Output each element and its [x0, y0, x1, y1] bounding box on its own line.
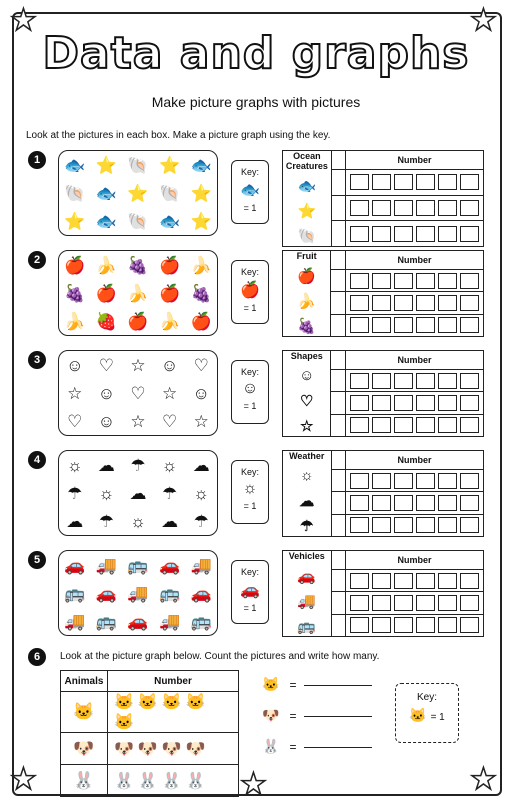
picture-item: ☼ — [193, 483, 209, 503]
picture-item: 🍎 — [64, 255, 86, 275]
count-box[interactable] — [372, 495, 391, 511]
count-box[interactable] — [438, 395, 457, 411]
picture-item: 🚗 — [64, 555, 86, 575]
picture-graph-table — [282, 250, 484, 337]
dog-pictures: 🐶🐶🐶🐶 — [108, 733, 239, 765]
animals-header: Animals — [61, 671, 108, 692]
heart-icon: ♡ — [300, 393, 314, 410]
picture-item: 🐚 — [159, 183, 181, 203]
picture-item: 🐟 — [95, 183, 117, 203]
number-header: Number — [346, 551, 484, 570]
star-icon: ☆ — [300, 418, 314, 435]
count-box[interactable] — [350, 517, 369, 533]
picture-item: 🍇 — [190, 283, 212, 303]
category-header: Vehicles 🚗 🚚 🚌 — [283, 551, 332, 637]
count-box[interactable] — [394, 273, 413, 289]
category-header: Fruit 🍎 🍌 🍇 — [283, 251, 331, 337]
picture-item: ☁ — [161, 511, 179, 531]
count-box[interactable] — [394, 617, 413, 633]
star-icon: ★ — [470, 4, 497, 37]
picture-item: 🐟 — [190, 155, 212, 175]
count-box[interactable] — [416, 417, 435, 433]
picture-item: ☺ — [160, 355, 179, 375]
picture-item: ⭐ — [95, 155, 117, 175]
picture-item: 🍌 — [159, 311, 181, 331]
key-value: = 1 — [243, 501, 257, 511]
count-box[interactable] — [438, 200, 457, 216]
question-number: 2 — [28, 251, 46, 269]
key-box — [395, 683, 459, 743]
count-box[interactable] — [438, 417, 457, 433]
car-icon: 🚗 — [240, 582, 260, 599]
star-icon: ⭐ — [297, 203, 317, 220]
count-box[interactable] — [350, 174, 369, 190]
count-box[interactable] — [394, 295, 413, 311]
count-box[interactable] — [394, 595, 413, 611]
apple-icon: 🍎 — [297, 268, 316, 285]
count-box[interactable] — [350, 373, 369, 389]
picture-item: 🐟 — [159, 211, 181, 231]
picture-item: 🚚 — [159, 611, 181, 631]
count-box[interactable] — [416, 595, 435, 611]
picture-item: ⭐ — [64, 211, 86, 231]
rabbit-pictures: 🐰🐰🐰🐰 — [108, 765, 239, 797]
picture-item: 🚌 — [64, 583, 86, 603]
picture-item: ☁ — [192, 455, 210, 475]
bus-icon: 🚌 — [297, 618, 317, 635]
count-box[interactable] — [372, 573, 391, 589]
count-box[interactable] — [416, 373, 435, 389]
count-box[interactable] — [372, 317, 391, 333]
answer-row — [346, 614, 484, 636]
count-box[interactable] — [416, 273, 435, 289]
picture-item: 🚗 — [190, 583, 212, 603]
picture-item: 🍎 — [127, 311, 149, 331]
count-box[interactable] — [372, 174, 391, 190]
picture-item: ☺ — [66, 355, 84, 375]
picture-item: ☼ — [161, 455, 178, 475]
answer-row — [346, 314, 484, 336]
picture-item: ⭐ — [159, 155, 181, 175]
star-icon: ★ — [10, 763, 37, 796]
picture-item: ☆ — [130, 411, 146, 431]
equals-sign: = — [289, 678, 297, 692]
count-box[interactable] — [460, 417, 479, 433]
picture-item: 🚌 — [127, 555, 149, 575]
dog-answer — [262, 707, 372, 724]
apple-icon: 🍎 — [240, 282, 260, 299]
picture-graph-table — [282, 150, 484, 247]
count-box[interactable] — [416, 200, 435, 216]
picture-item: ☺ — [192, 383, 210, 403]
number-header: Number — [346, 151, 484, 170]
count-box[interactable] — [372, 373, 391, 389]
count-box[interactable] — [416, 517, 435, 533]
count-box[interactable] — [460, 473, 479, 489]
count-box[interactable] — [394, 473, 413, 489]
cat-icon: 🐱 — [262, 676, 280, 692]
count-box[interactable] — [460, 295, 479, 311]
count-box[interactable] — [460, 495, 479, 511]
count-box[interactable] — [416, 295, 435, 311]
count-box[interactable] — [416, 573, 435, 589]
count-box[interactable] — [438, 573, 457, 589]
count-box[interactable] — [350, 200, 369, 216]
count-box[interactable] — [460, 226, 479, 242]
picture-item: 🍌 — [127, 283, 149, 303]
grapes-icon: 🍇 — [297, 318, 316, 335]
count-box[interactable] — [372, 200, 391, 216]
count-box[interactable] — [460, 174, 479, 190]
count-box[interactable] — [394, 517, 413, 533]
count-box[interactable] — [350, 595, 369, 611]
page-subtitle: Make picture graphs with pictures — [151, 94, 361, 110]
count-box[interactable] — [350, 273, 369, 289]
star-icon: ★ — [470, 763, 497, 796]
answer-row — [346, 570, 484, 592]
answer-row — [346, 470, 484, 492]
count-box[interactable] — [394, 174, 413, 190]
rabbit-answer — [262, 738, 372, 755]
fish-icon: 🐟 — [297, 178, 317, 195]
dog-icon: 🐶 — [262, 707, 280, 723]
category-header: Ocean Creatures 🐟 ⭐ 🐚 — [283, 151, 332, 247]
key-value: = 1 — [243, 303, 257, 313]
picture-item: 🚗 — [127, 611, 149, 631]
count-box[interactable] — [438, 373, 457, 389]
picture-item: 🍎 — [95, 283, 117, 303]
picture-graph-table — [282, 450, 484, 537]
key-value: = 1 — [243, 203, 257, 213]
count-box[interactable] — [372, 273, 391, 289]
picture-item: 🍌 — [190, 255, 212, 275]
count-box[interactable] — [438, 317, 457, 333]
key-label: Key: — [240, 367, 259, 377]
key-value: = 1 — [430, 712, 445, 723]
animals-picture-graph — [60, 670, 239, 797]
equals-sign: = — [289, 740, 297, 754]
picture-item: 🚌 — [95, 611, 117, 631]
count-box[interactable] — [416, 617, 435, 633]
count-box[interactable] — [438, 273, 457, 289]
count-box[interactable] — [372, 595, 391, 611]
picture-item: 🍌 — [95, 255, 117, 275]
count-box[interactable] — [460, 273, 479, 289]
instructions: Look at the pictures in each box. Make a picture graph using the key. — [26, 130, 331, 141]
q6-instructions: Look at the picture graph below. Count the pictures and write how many. — [60, 651, 380, 662]
key-box — [231, 160, 269, 224]
picture-item: ♡ — [67, 411, 83, 431]
count-box[interactable] — [372, 417, 391, 433]
answer-row — [346, 170, 484, 196]
picture-item: ☂ — [130, 455, 146, 475]
picture-item: 🐟 — [64, 155, 86, 175]
key-label: Key: — [240, 467, 259, 477]
key-box — [231, 560, 269, 624]
count-box[interactable] — [438, 517, 457, 533]
cat-icon: 🐱 — [409, 707, 427, 723]
smiley-icon: ☺ — [299, 367, 315, 384]
number-header: Number — [346, 251, 484, 270]
cat-answer — [262, 676, 372, 693]
count-box[interactable] — [394, 226, 413, 242]
key-label: Key: — [240, 167, 259, 177]
picture-box — [58, 550, 218, 636]
number-header: Number — [108, 671, 239, 692]
question-number: 1 — [28, 151, 46, 169]
picture-item: ☼ — [67, 455, 83, 475]
count-box[interactable] — [394, 573, 413, 589]
picture-item: 🚚 — [95, 555, 117, 575]
count-box[interactable] — [460, 373, 479, 389]
question-number: 5 — [28, 551, 46, 569]
count-box[interactable] — [438, 295, 457, 311]
picture-graph-table — [282, 350, 484, 437]
count-box[interactable] — [416, 226, 435, 242]
count-box[interactable] — [416, 395, 435, 411]
count-box[interactable] — [394, 395, 413, 411]
answer-row — [346, 414, 484, 436]
picture-item: 🍓 — [95, 311, 117, 331]
count-box[interactable] — [394, 495, 413, 511]
picture-item: 🍇 — [127, 255, 149, 275]
key-box — [231, 260, 269, 324]
picture-item: ♡ — [98, 355, 115, 375]
count-box[interactable] — [416, 495, 435, 511]
count-box[interactable] — [350, 573, 369, 589]
count-box[interactable] — [394, 200, 413, 216]
sun-icon: ☼ — [242, 480, 258, 497]
count-box[interactable] — [394, 317, 413, 333]
picture-item: 🚚 — [127, 583, 149, 603]
picture-item: ☂ — [161, 483, 178, 503]
count-box[interactable] — [350, 417, 369, 433]
count-box[interactable] — [394, 417, 413, 433]
key-label: Key: — [240, 267, 259, 277]
truck-icon: 🚚 — [297, 593, 317, 610]
count-box[interactable] — [438, 473, 457, 489]
picture-item: ☼ — [98, 483, 115, 503]
picture-item: ☁ — [129, 483, 147, 503]
picture-box — [58, 350, 218, 436]
star-icon: ★ — [240, 768, 267, 801]
fish-icon: 🐟 — [240, 182, 260, 199]
count-box[interactable] — [372, 617, 391, 633]
picture-item: ☁ — [66, 511, 84, 531]
category-header: Weather ☼ ☁ ☂ — [283, 451, 332, 537]
count-box[interactable] — [416, 174, 435, 190]
rabbit-icon: 🐰 — [61, 765, 108, 797]
answer-line[interactable] — [304, 747, 372, 748]
picture-graph-table — [282, 550, 484, 637]
key-value: = 1 — [243, 401, 257, 411]
shell-icon: 🐚 — [297, 228, 317, 245]
count-box[interactable] — [394, 373, 413, 389]
umbrella-icon: ☂ — [300, 518, 314, 535]
count-box[interactable] — [350, 617, 369, 633]
picture-item: ☺ — [97, 383, 116, 403]
picture-item: 🚚 — [64, 611, 86, 631]
picture-box — [58, 450, 218, 536]
count-box[interactable] — [416, 473, 435, 489]
smiley-icon: ☺ — [241, 380, 259, 397]
count-box[interactable] — [350, 226, 369, 242]
answer-row — [346, 195, 484, 221]
picture-item: 🐟 — [95, 211, 117, 231]
count-box[interactable] — [460, 617, 479, 633]
answer-row — [346, 392, 484, 414]
picture-box — [58, 250, 218, 336]
picture-item: 🐚 — [64, 183, 86, 203]
count-box[interactable] — [460, 595, 479, 611]
number-header: Number — [346, 351, 484, 370]
cat-pictures: 🐱🐱🐱🐱🐱 — [108, 692, 239, 733]
picture-item: 🍌 — [64, 311, 86, 331]
answer-row — [346, 370, 484, 392]
count-box[interactable] — [350, 317, 369, 333]
picture-item: ⭐ — [190, 211, 212, 231]
picture-item: ☆ — [193, 411, 209, 431]
picture-item: ♡ — [193, 355, 209, 375]
count-box[interactable] — [438, 617, 457, 633]
cat-icon: 🐱 — [61, 692, 108, 733]
answer-row — [346, 270, 484, 292]
picture-item: ☆ — [130, 355, 146, 375]
count-box[interactable] — [416, 317, 435, 333]
picture-item: ⭐ — [127, 183, 149, 203]
picture-item: ⭐ — [190, 183, 212, 203]
question-number: 4 — [28, 451, 46, 469]
question-number: 6 — [28, 648, 46, 666]
count-box[interactable] — [372, 517, 391, 533]
count-box[interactable] — [460, 317, 479, 333]
number-header: Number — [346, 451, 484, 470]
key-value: = 1 — [243, 603, 257, 613]
picture-item: 🚗 — [95, 583, 117, 603]
count-box[interactable] — [350, 395, 369, 411]
count-box[interactable] — [460, 200, 479, 216]
picture-item: 🍎 — [159, 283, 181, 303]
rabbit-icon: 🐰 — [262, 738, 280, 754]
picture-item: ☁ — [97, 455, 115, 475]
picture-item: ☂ — [98, 511, 115, 531]
count-box[interactable] — [438, 595, 457, 611]
count-box[interactable] — [350, 495, 369, 511]
count-box[interactable] — [372, 295, 391, 311]
answer-row — [346, 221, 484, 247]
picture-item: ☂ — [193, 511, 209, 531]
picture-item: ☼ — [130, 511, 146, 531]
count-box[interactable] — [438, 495, 457, 511]
equals-sign: = — [289, 709, 297, 723]
picture-box — [58, 150, 218, 236]
picture-item: 🐚 — [127, 155, 149, 175]
picture-item: ♡ — [130, 383, 146, 403]
star-icon: ★ — [10, 4, 37, 37]
picture-item: 🚌 — [159, 583, 181, 603]
category-header: Shapes ☺ ♡ ☆ — [283, 351, 331, 437]
key-box — [231, 360, 269, 424]
picture-item: 🍎 — [190, 311, 212, 331]
banana-icon: 🍌 — [297, 293, 316, 310]
picture-item: 🚗 — [159, 555, 181, 575]
count-box[interactable] — [438, 226, 457, 242]
picture-item: ♡ — [161, 411, 178, 431]
page-title: Data and graphs — [42, 28, 470, 79]
key-label: Key: — [416, 692, 437, 703]
count-box[interactable] — [350, 295, 369, 311]
count-box[interactable] — [460, 395, 479, 411]
picture-item: 🚚 — [190, 555, 212, 575]
key-label: Key: — [240, 567, 259, 577]
answer-row — [346, 492, 484, 514]
count-box[interactable] — [372, 473, 391, 489]
answer-row — [346, 292, 484, 314]
count-box[interactable] — [350, 473, 369, 489]
car-icon: 🚗 — [297, 568, 317, 585]
picture-item: ☂ — [67, 483, 83, 503]
count-box[interactable] — [460, 573, 479, 589]
dog-icon: 🐶 — [61, 733, 108, 765]
picture-item: ☆ — [161, 383, 178, 403]
answer-line[interactable] — [304, 685, 372, 686]
answer-row — [346, 514, 484, 536]
picture-item: 🍎 — [159, 255, 181, 275]
count-box[interactable] — [372, 395, 391, 411]
picture-item: ☆ — [67, 383, 83, 403]
count-box[interactable] — [438, 174, 457, 190]
count-box[interactable] — [372, 226, 391, 242]
cloud-icon: ☁ — [299, 493, 315, 510]
answer-row — [346, 592, 484, 614]
picture-item: 🐚 — [127, 211, 149, 231]
sun-icon: ☼ — [299, 467, 314, 484]
answer-line[interactable] — [304, 716, 372, 717]
key-box — [231, 460, 269, 524]
count-box[interactable] — [460, 517, 479, 533]
picture-item: ☺ — [97, 411, 116, 431]
picture-item: 🍇 — [64, 283, 86, 303]
question-number: 3 — [28, 351, 46, 369]
picture-item: 🚌 — [190, 611, 212, 631]
